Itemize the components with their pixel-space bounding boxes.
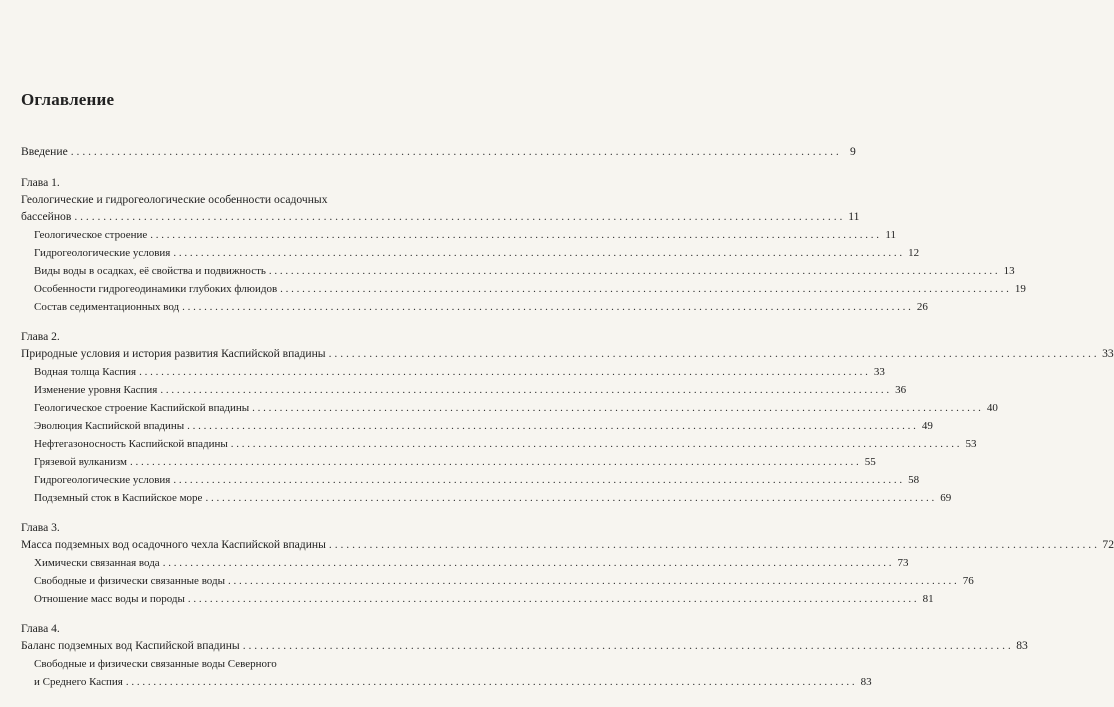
toc-entry-text: Особенности гидрогеодинамики глубоких флюидов bbox=[34, 283, 278, 295]
leader-dots bbox=[329, 536, 1097, 554]
toc-entry-section[interactable] bbox=[34, 298, 928, 316]
toc-entry-section[interactable] bbox=[34, 554, 909, 572]
leader-dots bbox=[139, 363, 868, 381]
toc-page-number: 83 bbox=[1016, 639, 1028, 652]
toc-entry-text: Геологическое строение bbox=[34, 229, 148, 241]
toc-page-number: 49 bbox=[921, 420, 933, 432]
toc-entry-section[interactable] bbox=[34, 453, 876, 471]
toc-page-number: 11 bbox=[885, 229, 897, 241]
toc-entry-section[interactable] bbox=[34, 226, 897, 244]
toc-entry-section[interactable] bbox=[34, 471, 920, 489]
toc-page-number: 53 bbox=[965, 438, 977, 450]
toc-entry-text: Свободные и физически связанные воды bbox=[34, 575, 225, 587]
leader-dots bbox=[182, 298, 911, 316]
toc-page-number: 36 bbox=[895, 384, 907, 396]
toc-entry-text: Масса подземных вод осадочного чехла Каспийской впадины bbox=[21, 538, 326, 551]
chapter-label: Глава 4. bbox=[21, 622, 60, 635]
leader-dots bbox=[329, 345, 1097, 363]
toc-entry-chapter-2[interactable] bbox=[21, 345, 1114, 363]
leader-dots bbox=[163, 554, 892, 572]
chapter-title-line: Геологические и гидрогеологические особенности осадочных bbox=[21, 193, 328, 206]
toc-page-number: 13 bbox=[1003, 265, 1015, 277]
toc-entry-section[interactable] bbox=[34, 381, 907, 399]
toc-entry-section[interactable] bbox=[34, 673, 872, 691]
leader-dots bbox=[150, 226, 879, 244]
leader-dots bbox=[252, 399, 981, 417]
chapter-label: Глава 1. bbox=[21, 176, 60, 189]
toc-page-number: 40 bbox=[986, 402, 998, 414]
toc-entry-section[interactable] bbox=[34, 590, 934, 608]
toc-entry-section[interactable] bbox=[34, 572, 974, 590]
toc-page-number: 55 bbox=[864, 456, 876, 468]
toc-page-number: 69 bbox=[940, 492, 952, 504]
toc-page-number: 11 bbox=[848, 210, 860, 223]
toc-entry-text: Баланс подземных вод Каспийской впадины bbox=[21, 639, 240, 652]
toc-entry-section[interactable] bbox=[34, 262, 1015, 280]
toc-entry-chapter-4[interactable] bbox=[21, 637, 1028, 655]
toc-page-number: 76 bbox=[962, 575, 974, 587]
toc-entry-section[interactable] bbox=[34, 489, 952, 507]
leader-dots bbox=[188, 590, 917, 608]
leader-dots bbox=[187, 417, 916, 435]
toc-page-number: 26 bbox=[916, 301, 928, 313]
toc-entry-text: Грязевой вулканизм bbox=[34, 456, 128, 468]
leader-dots bbox=[280, 280, 1009, 298]
leader-dots bbox=[74, 208, 842, 226]
toc-entry-section[interactable] bbox=[34, 399, 998, 417]
toc-page-number: 33 bbox=[1102, 347, 1114, 360]
toc-entry-text: бассейнов bbox=[21, 210, 72, 223]
leader-dots bbox=[243, 637, 1011, 655]
leader-dots bbox=[228, 572, 957, 590]
toc-entry-section[interactable] bbox=[34, 363, 885, 381]
toc-page-number: 9 bbox=[850, 145, 856, 158]
toc-entry-intro[interactable] bbox=[21, 143, 856, 161]
toc-entry-text: Гидрогеологические условия bbox=[34, 474, 171, 486]
leader-dots bbox=[160, 381, 889, 399]
toc-entry-text: Отношение масс воды и породы bbox=[34, 593, 185, 605]
chapter-label: Глава 3. bbox=[21, 521, 60, 534]
toc-page-number: 19 bbox=[1014, 283, 1026, 295]
leader-dots bbox=[173, 244, 902, 262]
toc-page-number: 81 bbox=[922, 593, 934, 605]
toc-entry-text: Введение bbox=[21, 145, 68, 158]
toc-entry-text: Состав седиментационных вод bbox=[34, 301, 180, 313]
toc-entry-text: Гидрогеологические условия bbox=[34, 247, 171, 259]
toc-entry-text: Химически связанная вода bbox=[34, 557, 160, 569]
chapter-label: Глава 2. bbox=[21, 330, 60, 343]
leader-dots bbox=[130, 453, 859, 471]
toc-entry-text: Эволюция Каспийской впадины bbox=[34, 420, 185, 432]
toc-entry-chapter-3[interactable] bbox=[21, 536, 1114, 554]
toc-entry-text: Водная толща Каспия bbox=[34, 366, 137, 378]
toc-entry-text: Изменение уровня Каспия bbox=[34, 384, 158, 396]
toc-entry-chapter-1[interactable] bbox=[21, 208, 860, 226]
toc-entry-text: Природные условия и история развития Каспийской впадины bbox=[21, 347, 326, 360]
toc-entry-section[interactable] bbox=[34, 244, 920, 262]
toc-page-number: 58 bbox=[908, 474, 920, 486]
toc-entry-text: Подземный сток в Каспийское море bbox=[34, 492, 203, 504]
leader-dots bbox=[126, 673, 855, 691]
leader-dots bbox=[269, 262, 998, 280]
toc-heading: Оглавление bbox=[21, 90, 115, 109]
toc-page-number: 72 bbox=[1102, 538, 1114, 551]
toc-entry-section[interactable] bbox=[34, 435, 977, 453]
toc-page-number: 83 bbox=[860, 676, 872, 688]
leader-dots bbox=[173, 471, 902, 489]
toc-page-number: 12 bbox=[908, 247, 920, 259]
section-title-line: Свободные и физически связанные воды Северного bbox=[34, 658, 277, 670]
toc-entry-text: Виды воды в осадках, её свойства и подвижность bbox=[34, 265, 266, 277]
toc-entry-text: Геологическое строение Каспийской впадины bbox=[34, 402, 250, 414]
toc-entry-text: и Среднего Каспия bbox=[34, 676, 123, 688]
toc-page-number: 73 bbox=[897, 557, 909, 569]
toc-entry-text: Нефтегазоносность Каспийской впадины bbox=[34, 438, 228, 450]
toc-entry-section[interactable] bbox=[34, 280, 1026, 298]
leader-dots bbox=[231, 435, 960, 453]
leader-dots bbox=[205, 489, 934, 507]
toc-page-number: 33 bbox=[873, 366, 885, 378]
leader-dots bbox=[71, 143, 839, 161]
toc-entry-section[interactable] bbox=[34, 417, 933, 435]
